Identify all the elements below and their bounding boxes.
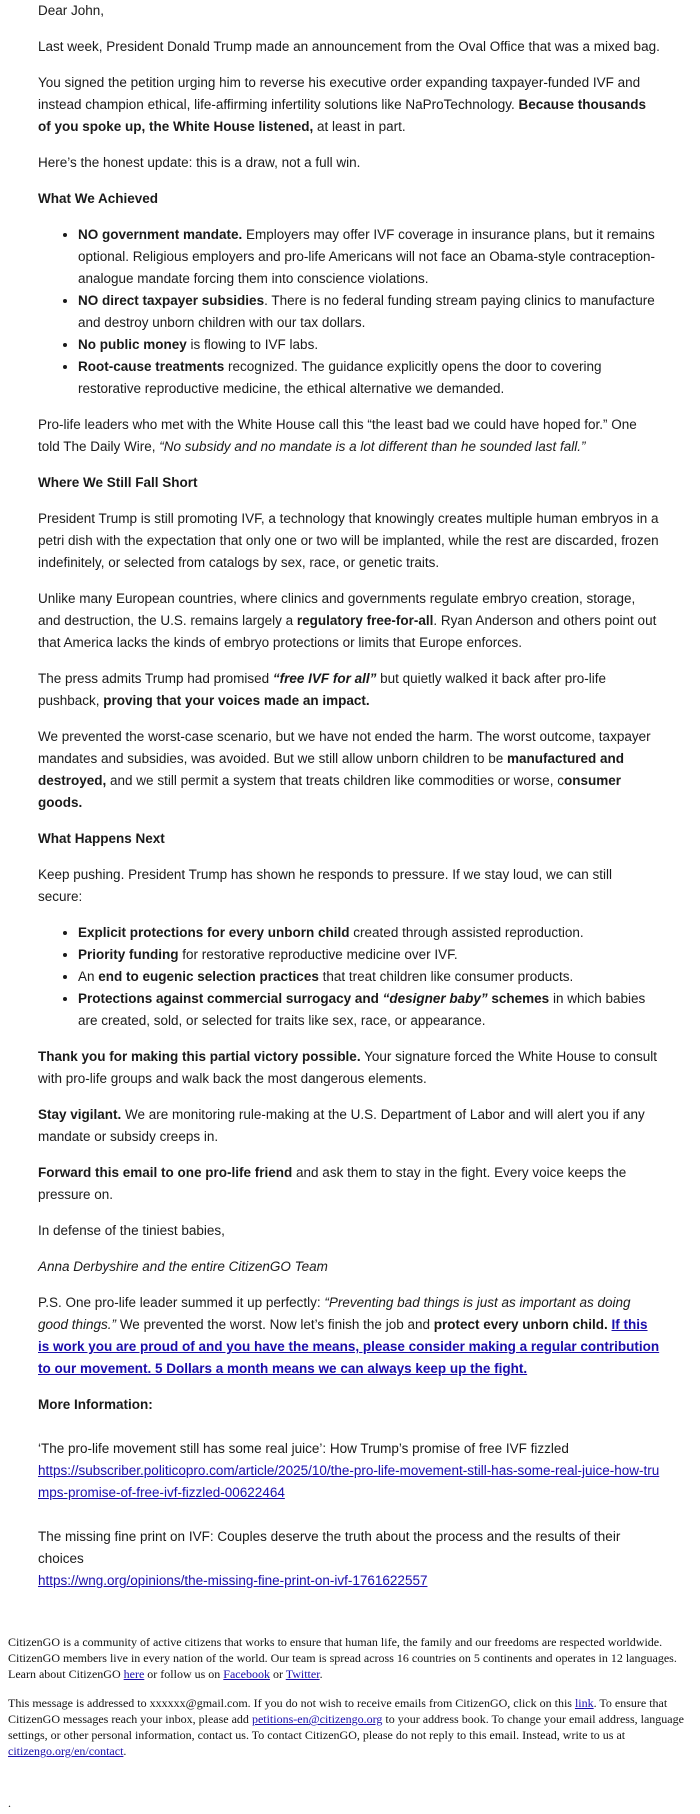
next-list (38, 922, 660, 1032)
achieved-list (38, 224, 660, 400)
unsubscribe-link[interactable]: link (574, 1696, 594, 1710)
europe-paragraph: Unlike many European countries, where clinics and governments regulate embryo creation, storage, and destruction, the U.S. remains largely a regulatory free-for-all. Ryan Anderson and others point out that America lacks the kinds of embryo protections or limits that Europe enforces. (38, 591, 657, 650)
contact-link[interactable]: citizengo.org/en/contact (8, 1744, 124, 1758)
trailing-dot: . (8, 1796, 11, 1810)
list-item: • Protections against commercial surrogacy and “designer baby” schemes in which babies are created, sold, or selected for traits like sex, race, or appearance. (78, 988, 660, 1032)
list-item: • An end to eugenic selection practices that treat children like consumer products. (78, 966, 660, 988)
signature: Anna Derbyshire and the entire CitizenGO Team (38, 1259, 328, 1274)
section-heading-more-info: More Information: (38, 1397, 153, 1412)
list-item: • Root-cause treatments recognized. The guidance explicitly opens the door to covering restorative reproductive medicine, the ethical alternative we demanded. (78, 356, 660, 400)
here-link[interactable]: here (123, 1667, 145, 1681)
section-heading-next: What Happens Next (38, 831, 165, 846)
reference-item (38, 1526, 660, 1592)
reference-title: ‘The pro-life movement still has some real juice’: How Trump’s promise of free IVF fizzled (38, 1441, 569, 1456)
list-item: • NO government mandate. Employers may offer IVF coverage in insurance plans, but it remains optional. Religious employers and pro-life Americans will not face an Obama-style contraception-analogue mandate forcing them into conscience violations. (78, 224, 660, 290)
intro-paragraph: Last week, President Donald Trump made an announcement from the Oval Office that was a mixed bag. (38, 39, 660, 54)
section-heading-achieved: What We Achieved (38, 191, 159, 206)
press-paragraph: The press admits Trump had promised “free IVF for all” but quietly walked it back after pro-life pushback, proving that your voices made an impact. (38, 671, 607, 708)
vigilant-paragraph: Stay vigilant. We are monitoring rule-making at the U.S. Department of Labor and will alert you if any mandate or subsidy creeps in. (38, 1107, 645, 1144)
section-heading-fall-short: Where We Still Fall Short (38, 475, 198, 490)
list-item: • NO direct taxpayer subsidies. There is no federal funding stream paying clinics to manufacture and destroy unborn children with our tax dollars. (78, 290, 660, 334)
reference-title: The missing fine print on IVF: Couples deserve the truth about the process and the results of their choices (38, 1529, 621, 1566)
facebook-link[interactable]: Facebook (223, 1667, 270, 1681)
reference-link[interactable]: https://subscriber.politicopro.com/article/2025/10/the-pro-life-movement-still-has-some-real-juice-how-trumps-promise-of-free-ivf-fizzled-00622464 (38, 1463, 660, 1500)
unsubscribe-paragraph: This message is addressed to xxxxxx@gmail.com. If you do not wish to receive emails from CitizenGO, click on this link. To ensure that CitizenGO messages reach your inbox, please add petitions-en@citizengo.org to your address book. To change your email address, language settings, or other personal information, contact us. To contact CitizenGO, please do not reply to this email. Instead, write to us at citizengo.org/en/contact. (8, 1696, 684, 1758)
email-footer (8, 1634, 688, 1772)
update-paragraph: Here’s the honest update: this is a draw, not a full win. (38, 155, 361, 170)
harm-paragraph: We prevented the worst-case scenario, but we have not ended the harm. The worst outcome, taxpayer mandates and subsidies, was avoided. But we still allow unborn children to be manufactured and destroyed, and we still permit a system that treats children like commodities or worse, consumer goods. (38, 729, 651, 810)
donate-link[interactable]: If this is work you are proud of and you have the means, please consider making a regular contribution to our movement. 5 Dollars a month means we can always keep up the fight. (38, 1317, 660, 1376)
thanks-paragraph: Thank you for making this partial victory possible. Your signature forced the White House to consult with pro-life groups and walk back the most dangerous elements. (38, 1049, 658, 1086)
ps-paragraph: P.S. One pro-life leader summed it up perfectly: “Preventing bad things is just as important as doing good things.” We prevented the worst. Now let’s finish the job and protect every unborn child. If this is work you are proud of and you have the means, please consider making a regular contribution to our movement. 5 Dollars a month means we can always keep up the fight. (38, 1295, 660, 1376)
reference-link[interactable]: https://wng.org/opinions/the-missing-fine-print-on-ivf-1761622557 (38, 1573, 428, 1588)
list-item: • Explicit protections for every unborn child created through assisted reproduction. (78, 922, 660, 944)
reference-item (38, 1438, 660, 1504)
list-item: • No public money is flowing to IVF labs. (78, 334, 660, 356)
signoff: In defense of the tiniest babies, (38, 1223, 225, 1238)
about-paragraph: CitizenGO is a community of active citizens that works to ensure that human life, the family and our freedoms are respected worldwide. CitizenGO members live in every nation of the world. Our team is spread across 16 countries on 5 continents and operates in 12 languages. Learn about CitizenGO here or follow us on Facebook or Twitter. (8, 1635, 677, 1681)
petition-paragraph: You signed the petition urging him to reverse his executive order expanding taxpayer-funded IVF and instead champion ethical, life-affirming infertility solutions like NaProTechnology. Because thousands of you spoke up, the White House listened, at least in part. (38, 75, 647, 134)
email-body (38, 0, 660, 1592)
petitions-email-link[interactable]: petitions-en@citizengo.org (251, 1712, 383, 1726)
ivf-paragraph: President Trump is still promoting IVF, a technology that knowingly creates multiple human embryos in a petri dish with the expectation that only one or two will be implanted, while the rest are discarded, frozen indefinitely, or selected from catalogs by sex, race, or genetic traits. (38, 511, 659, 570)
list-item: • Priority funding for restorative reproductive medicine over IVF. (78, 944, 660, 966)
leaders-paragraph: Pro-life leaders who met with the White House call this “the least bad we could have hoped for.” One told The Daily Wire, “No subsidy and no mandate is a lot different than he sounded last fall.” (38, 417, 637, 454)
forward-paragraph: Forward this email to one pro-life friend and ask them to stay in the fight. Every voice keeps the pressure on. (38, 1165, 627, 1202)
next-intro: Keep pushing. President Trump has shown he responds to pressure. If we stay loud, we can still secure: (38, 867, 613, 904)
greeting: Dear John, (38, 3, 105, 18)
twitter-link[interactable]: Twitter (285, 1667, 320, 1681)
